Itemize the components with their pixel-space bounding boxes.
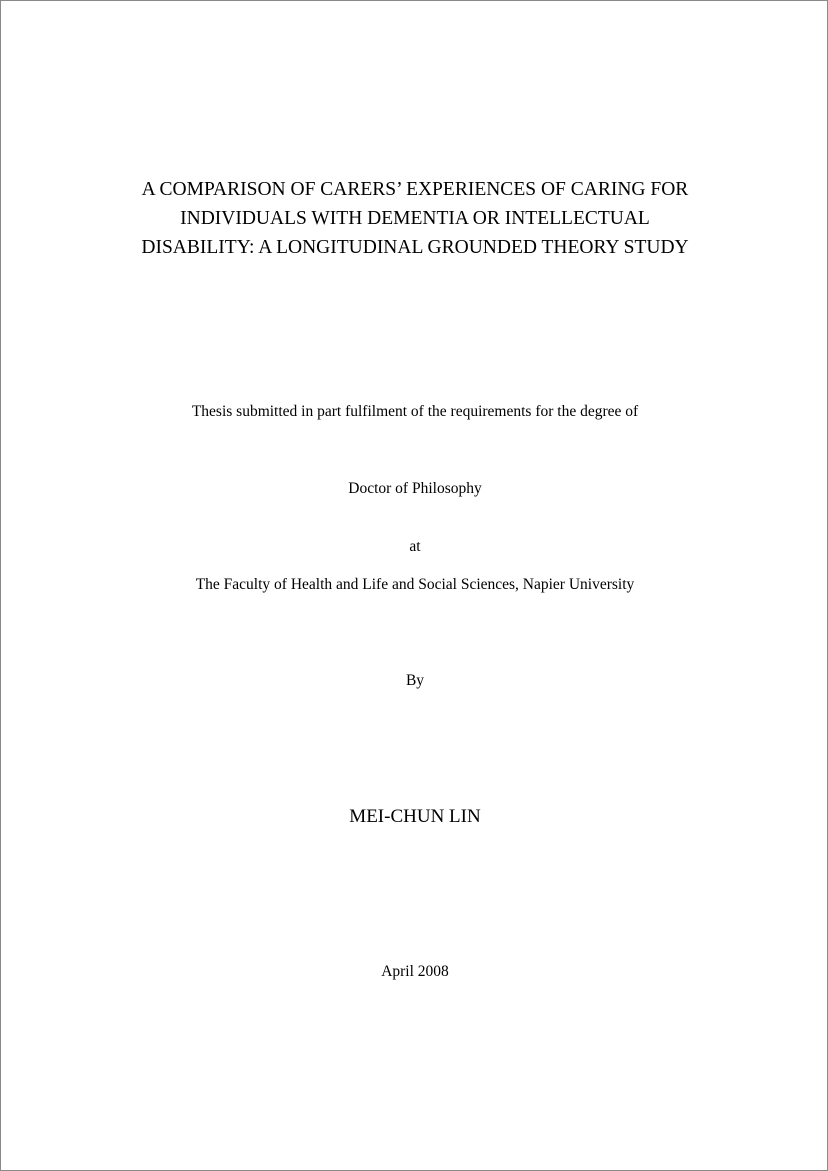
submission-statement: Thesis submitted in part fulfilment of the requirements for the degree of <box>191 403 639 420</box>
thesis-title-line-1: A COMPARISON OF CARERS’ EXPERIENCES OF CARING FOR <box>141 179 689 200</box>
by-label: By <box>405 672 425 689</box>
thesis-title <box>1 175 828 262</box>
author-name: MEI-CHUN LIN <box>349 806 481 827</box>
degree-name: Doctor of Philosophy <box>348 480 482 497</box>
at-label: at <box>409 538 421 555</box>
thesis-title-line-3: DISABILITY: A LONGITUDINAL GROUNDED THEORY STUDY <box>141 237 689 258</box>
thesis-title-line-2: INDIVIDUALS WITH DEMENTIA OR INTELLECTUAL <box>180 208 650 229</box>
submission-date: April 2008 <box>381 963 449 980</box>
institution-name: The Faculty of Health and Life and Social Sciences, Napier University <box>195 576 635 593</box>
